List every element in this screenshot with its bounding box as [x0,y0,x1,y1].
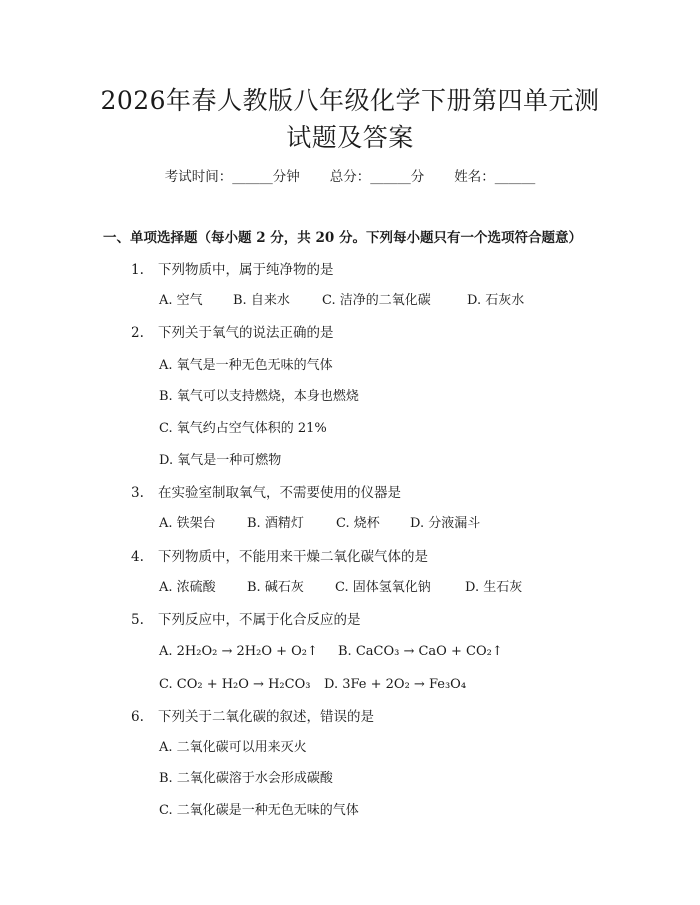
total-score-field: 总分：______分 [329,169,425,185]
option-d: D. 3Fe + 2O₂ → Fe₃O₄ [324,677,467,692]
option-a: A. 空气 [159,293,203,308]
question-2-option-a: A. 氧气是一种无色无味的气体 [159,358,333,373]
question-5 [131,610,361,630]
option-a: A. 浓硫酸 [159,580,216,595]
question-number: 2. [131,325,144,341]
exam-meta [0,167,700,187]
question-5-options-row-1 [159,642,503,662]
question-6 [131,707,374,727]
question-number: 4. [131,549,144,565]
exam-time-field: 考试时间：______分钟 [164,169,300,185]
question-6-option-c: C. 二氧化碳是一种无色无味的气体 [159,803,359,818]
option-a: A. 铁架台 [159,516,216,531]
option-c: C. 固体氢氧化钠 [335,580,431,595]
student-name-field: 姓名：______ [454,169,536,185]
section-heading-single-choice: 一、单项选择题（每小题 2 分，共 20 分。下列每小题只有一个选项符合题意） [103,230,582,246]
question-3-options [159,514,480,534]
question-stem: 下列反应中，不属于化合反应的是 [158,612,361,628]
option-b: B. 酒精灯 [247,516,304,531]
question-stem: 下列物质中，不能用来干燥二氧化碳气体的是 [158,549,428,565]
question-number: 5. [131,612,144,628]
option-c: C. 烧杯 [336,516,380,531]
question-6-option-b: B. 二氧化碳溶于水会形成碳酸 [159,771,333,786]
question-2-option-d: D. 氧气是一种可燃物 [159,453,282,468]
question-stem: 下列关于氧气的说法正确的是 [158,325,334,341]
question-2 [131,323,334,343]
question-1-options [159,291,524,311]
question-number: 3. [131,485,144,501]
question-4 [131,547,428,567]
question-1 [131,260,334,280]
option-d: D. 生石灰 [465,580,523,595]
question-number: 1. [131,262,144,278]
option-a: A. 2H₂O₂ → 2H₂O + O₂↑ [159,644,318,659]
question-2-option-c: C. 氧气约占空气体积的 21% [159,421,327,436]
question-stem: 下列物质中，属于纯净物的是 [158,262,334,278]
page-title-line-1: 2026年春人教版八年级化学下册第四单元测 [100,86,600,115]
option-b: B. CaCO₃ → CaO + CO₂↑ [338,644,503,659]
question-5-options-row-2 [159,675,466,695]
question-3 [131,483,401,503]
question-stem: 在实验室制取氧气，不需要使用的仪器是 [158,485,401,501]
option-b: B. 碱石灰 [247,580,304,595]
question-2-option-b: B. 氧气可以支持燃烧，本身也燃烧 [159,389,359,404]
question-6-option-a: A. 二氧化碳可以用来灭火 [159,740,307,755]
question-stem: 下列关于二氧化碳的叙述，错误的是 [158,709,374,725]
option-d: D. 石灰水 [467,293,525,308]
option-b: B. 自来水 [233,293,290,308]
question-number: 6. [131,709,144,725]
option-c: C. CO₂ + H₂O → H₂CO₃ [159,677,311,692]
page-title-line-2: 试题及答案 [286,123,414,152]
option-d: D. 分液漏斗 [410,516,481,531]
option-c: C. 洁净的二氧化碳 [322,293,431,308]
question-4-options [159,578,522,598]
